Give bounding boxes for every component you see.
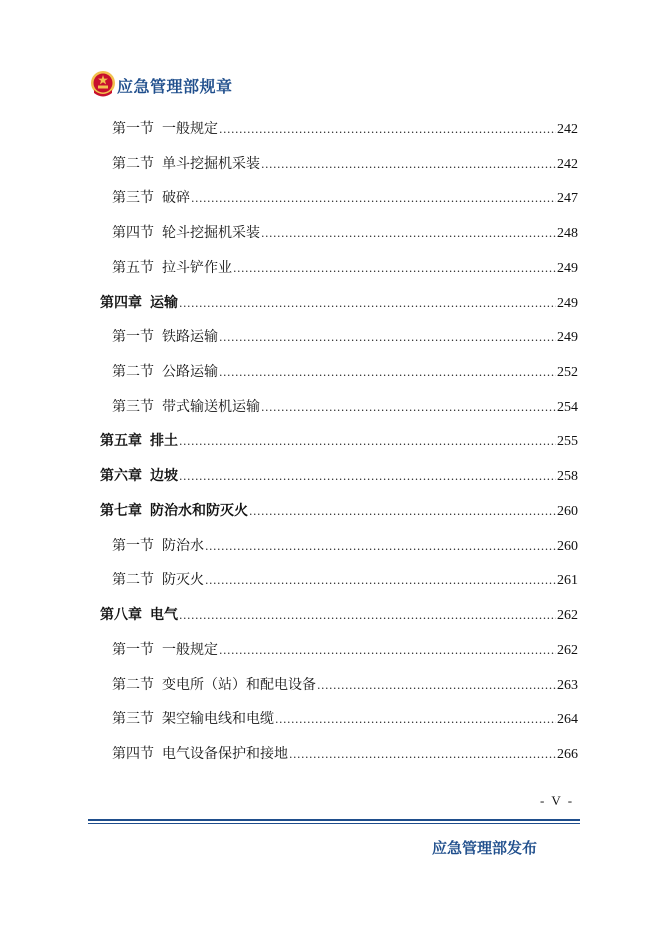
toc-dot-leader — [191, 189, 556, 209]
header-title: 应急管理部规章 — [117, 77, 233, 96]
footer-divider-thin — [88, 823, 580, 824]
toc-chapter-entry[interactable] — [100, 466, 578, 486]
toc-section-entry[interactable] — [112, 258, 578, 278]
toc-entry-label: 第六章 — [100, 468, 142, 484]
toc-entry-label: 第五章 — [100, 433, 142, 449]
toc-dot-leader — [179, 294, 556, 314]
toc-entry-title: 排土 — [150, 433, 178, 449]
toc-section-entry[interactable] — [112, 536, 578, 556]
toc-dot-leader — [219, 363, 556, 383]
toc-entry-page: 263 — [557, 678, 578, 693]
toc-dot-leader — [205, 537, 556, 557]
toc-entry-label: 第七章 — [100, 503, 142, 519]
toc-entry-page: 261 — [557, 573, 578, 588]
toc-entry-title: 公路运输 — [162, 364, 218, 380]
toc-section-entry[interactable] — [112, 362, 578, 382]
toc-section-entry[interactable] — [112, 709, 578, 729]
toc-entry-page: 262 — [557, 608, 578, 623]
toc-entry-label: 第三节 — [112, 399, 154, 415]
toc-entry-title: 防治水 — [162, 538, 204, 554]
toc-section-entry[interactable] — [112, 397, 578, 417]
toc-entry-title: 防治水和防灭火 — [150, 503, 248, 519]
toc-entry-page: 255 — [557, 434, 578, 449]
toc-entry-title: 铁路运输 — [162, 329, 218, 345]
toc-dot-leader — [205, 571, 556, 591]
toc-section-entry[interactable] — [112, 223, 578, 243]
toc-chapter-entry[interactable] — [100, 293, 578, 313]
footer-divider — [88, 819, 580, 821]
toc-entry-title: 电气设备保护和接地 — [162, 746, 288, 762]
toc-entry-page: 264 — [557, 712, 578, 727]
toc-entry-title: 变电所（站）和配电设备 — [162, 677, 316, 693]
toc-entry-page: 248 — [557, 226, 578, 241]
toc-dot-leader — [261, 398, 556, 418]
toc-section-entry[interactable] — [112, 327, 578, 347]
toc-entry-label: 第四节 — [112, 225, 154, 241]
toc-dot-leader — [289, 745, 556, 765]
toc-entry-page: 262 — [557, 643, 578, 658]
toc-entry-title: 一般规定 — [162, 642, 218, 658]
toc-entry-title: 防灭火 — [162, 572, 204, 588]
toc-entry-page: 252 — [557, 365, 578, 380]
toc-dot-leader — [317, 676, 556, 696]
toc-section-entry[interactable] — [112, 188, 578, 208]
toc-entry-label: 第三节 — [112, 190, 154, 206]
toc-dot-leader — [219, 120, 556, 140]
toc-section-entry[interactable] — [112, 640, 578, 660]
toc-entry-title: 一般规定 — [162, 121, 218, 137]
toc-chapter-entry[interactable] — [100, 501, 578, 521]
toc-entry-label: 第一节 — [112, 121, 154, 137]
toc-entry-title: 破碎 — [162, 190, 190, 206]
toc-entry-page: 249 — [557, 296, 578, 311]
toc-dot-leader — [179, 432, 556, 452]
toc-entry-title: 单斗挖掘机采装 — [162, 156, 260, 172]
toc-entry-label: 第一节 — [112, 329, 154, 345]
toc-entry-title: 带式输送机运输 — [162, 399, 260, 415]
toc-entry-label: 第八章 — [100, 607, 142, 623]
toc-entry-page: 260 — [557, 504, 578, 519]
page-header — [90, 68, 590, 104]
toc-entry-title: 边坡 — [150, 468, 178, 484]
toc-entry-label: 第四章 — [100, 295, 142, 311]
toc-section-entry[interactable] — [112, 570, 578, 590]
toc-entry-label: 第二节 — [112, 677, 154, 693]
toc-entry-title: 架空输电线和电缆 — [162, 711, 274, 727]
toc-entry-page: 258 — [557, 469, 578, 484]
toc-entry-page: 260 — [557, 539, 578, 554]
national-emblem-icon — [90, 70, 116, 98]
toc-entry-title: 轮斗挖掘机采装 — [162, 225, 260, 241]
toc-entry-page: 266 — [557, 747, 578, 762]
toc-entry-label: 第一节 — [112, 642, 154, 658]
toc-dot-leader — [179, 606, 556, 626]
toc-entry-page: 249 — [557, 330, 578, 345]
toc-entry-title: 拉斗铲作业 — [162, 260, 232, 276]
toc-section-entry[interactable] — [112, 119, 578, 139]
page-number: - V - — [540, 793, 575, 808]
toc-chapter-entry[interactable] — [100, 431, 578, 451]
toc-section-entry[interactable] — [112, 675, 578, 695]
toc-dot-leader — [261, 155, 556, 175]
toc-dot-leader — [179, 467, 556, 487]
toc-entry-page: 242 — [557, 122, 578, 137]
toc-entry-label: 第三节 — [112, 711, 154, 727]
toc-entry-label: 第四节 — [112, 746, 154, 762]
toc-dot-leader — [275, 710, 556, 730]
toc-entry-page: 247 — [557, 191, 578, 206]
toc-dot-leader — [219, 641, 556, 661]
toc-section-entry[interactable] — [112, 154, 578, 174]
footer-publisher: 应急管理部发布 — [432, 839, 538, 857]
toc-dot-leader — [233, 259, 556, 279]
toc-entry-title: 电气 — [150, 607, 178, 623]
toc-entry-page: 242 — [557, 157, 578, 172]
toc-entry-label: 第二节 — [112, 364, 154, 380]
toc-entry-label: 第二节 — [112, 572, 154, 588]
toc-dot-leader — [249, 502, 556, 522]
toc-dot-leader — [261, 224, 556, 244]
toc-chapter-entry[interactable] — [100, 605, 578, 625]
toc-entry-title: 运输 — [150, 295, 178, 311]
toc-entry-page: 249 — [557, 261, 578, 276]
toc-section-entry[interactable] — [112, 744, 578, 764]
toc-entry-label: 第五节 — [112, 260, 154, 276]
toc-entry-page: 254 — [557, 400, 578, 415]
toc-dot-leader — [219, 328, 556, 348]
toc-entry-label: 第一节 — [112, 538, 154, 554]
toc-entry-label: 第二节 — [112, 156, 154, 172]
